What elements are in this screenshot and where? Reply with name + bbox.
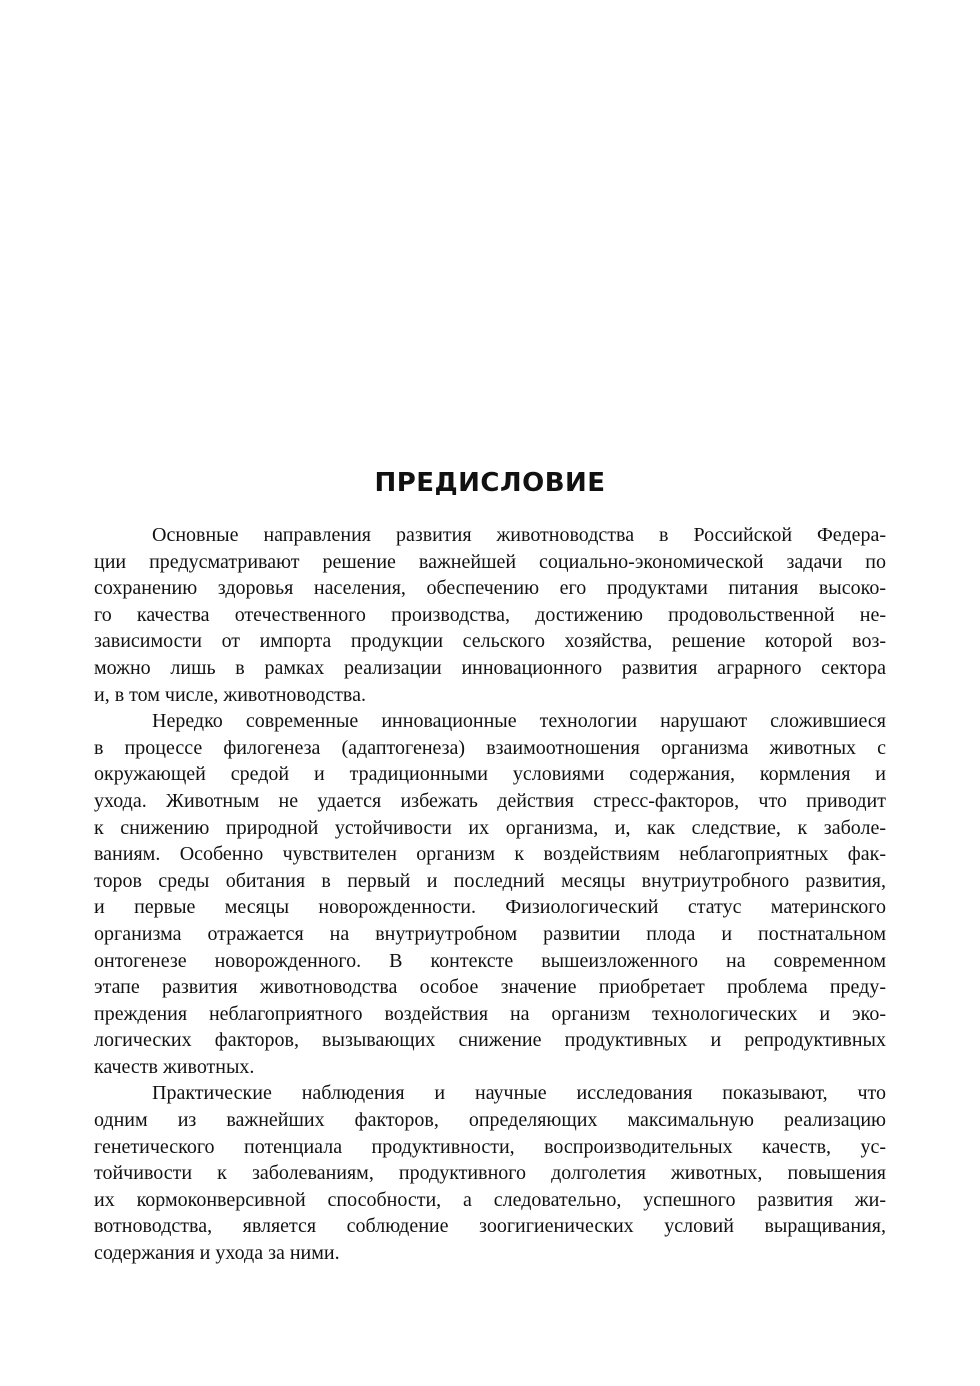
text-line: организма отражается на внутриутробном развитии плода и постнатальном bbox=[94, 922, 886, 945]
page-title: ПРЕДИСЛОВИЕ bbox=[374, 468, 606, 498]
text-line: Практические наблюдения и научные исследования показывают, что bbox=[152, 1082, 886, 1105]
text-line: содержания и ухода за ними. bbox=[94, 1242, 340, 1265]
text-line: ции предусматривают решение важнейшей социально-экономической задачи по bbox=[94, 550, 886, 573]
body-text bbox=[94, 522, 886, 1267]
text-line: Основные направления развития животноводства в Российской Федера- bbox=[152, 524, 886, 546]
text-line: качеств животных. bbox=[94, 1055, 255, 1078]
paragraph-1 bbox=[94, 522, 886, 708]
text-line: и первые месяцы новорожденности. Физиологический статус материнского bbox=[94, 896, 886, 919]
text-line: в процессе филогенеза (адаптогенеза) взаимоотношения организма животных с bbox=[94, 736, 886, 759]
text-line: сохранению здоровья населения, обеспечению его продуктами питания высоко- bbox=[94, 577, 886, 600]
text-line: ухода. Животным не удается избежать действия стресс-факторов, что приводит bbox=[94, 789, 886, 812]
text-line: окружающей средой и традиционными условиями содержания, кормления и bbox=[94, 763, 886, 786]
text-line: вотноводства, является соблюдение зоогигиенических условий выращивания, bbox=[94, 1215, 886, 1238]
text-line: ваниям. Особенно чувствителен организм к воздействиям неблагоприятных фак- bbox=[94, 843, 886, 866]
text-line: этапе развития животноводства особое значение приобретает проблема преду- bbox=[94, 976, 886, 999]
text-line: их кормоконверсивной способности, а следовательно, успешного развития жи- bbox=[94, 1188, 886, 1211]
text-line: можно лишь в рамках реализации инновационного развития аграрного сектора bbox=[94, 656, 886, 679]
text-line: тойчивости к заболеваниям, продуктивного долголетия животных, повышения bbox=[94, 1162, 886, 1185]
text-line: одним из важнейших факторов, определяющих максимальную реализацию bbox=[94, 1109, 886, 1132]
text-line: генетического потенциала продуктивности, воспроизводительных качеств, ус- bbox=[94, 1135, 886, 1158]
text-line: торов среды обитания в первый и последний месяцы внутриутробного развития, bbox=[94, 869, 886, 892]
paragraph-2 bbox=[94, 708, 886, 1080]
text-line: к снижению природной устойчивости их организма, и, как следствие, к заболе- bbox=[94, 816, 886, 839]
text-line: зависимости от импорта продукции сельского хозяйства, решение которой воз- bbox=[94, 630, 886, 653]
paragraph-3 bbox=[94, 1080, 886, 1266]
text-line: Нередко современные инновационные технологии нарушают сложившиеся bbox=[152, 710, 886, 733]
text-line: онтогенезе новорожденного. В контексте вышеизложенного на современном bbox=[94, 949, 886, 972]
text-line: логических факторов, вызывающих снижение продуктивных и репродуктивных bbox=[94, 1029, 886, 1052]
text-line: преждения неблагоприятного воздействия на организм технологических и эко- bbox=[94, 1002, 886, 1025]
text-line: и, в том числе, животноводства. bbox=[94, 683, 366, 706]
text-line: го качества отечественного производства, достижению продовольственной не- bbox=[94, 603, 886, 626]
